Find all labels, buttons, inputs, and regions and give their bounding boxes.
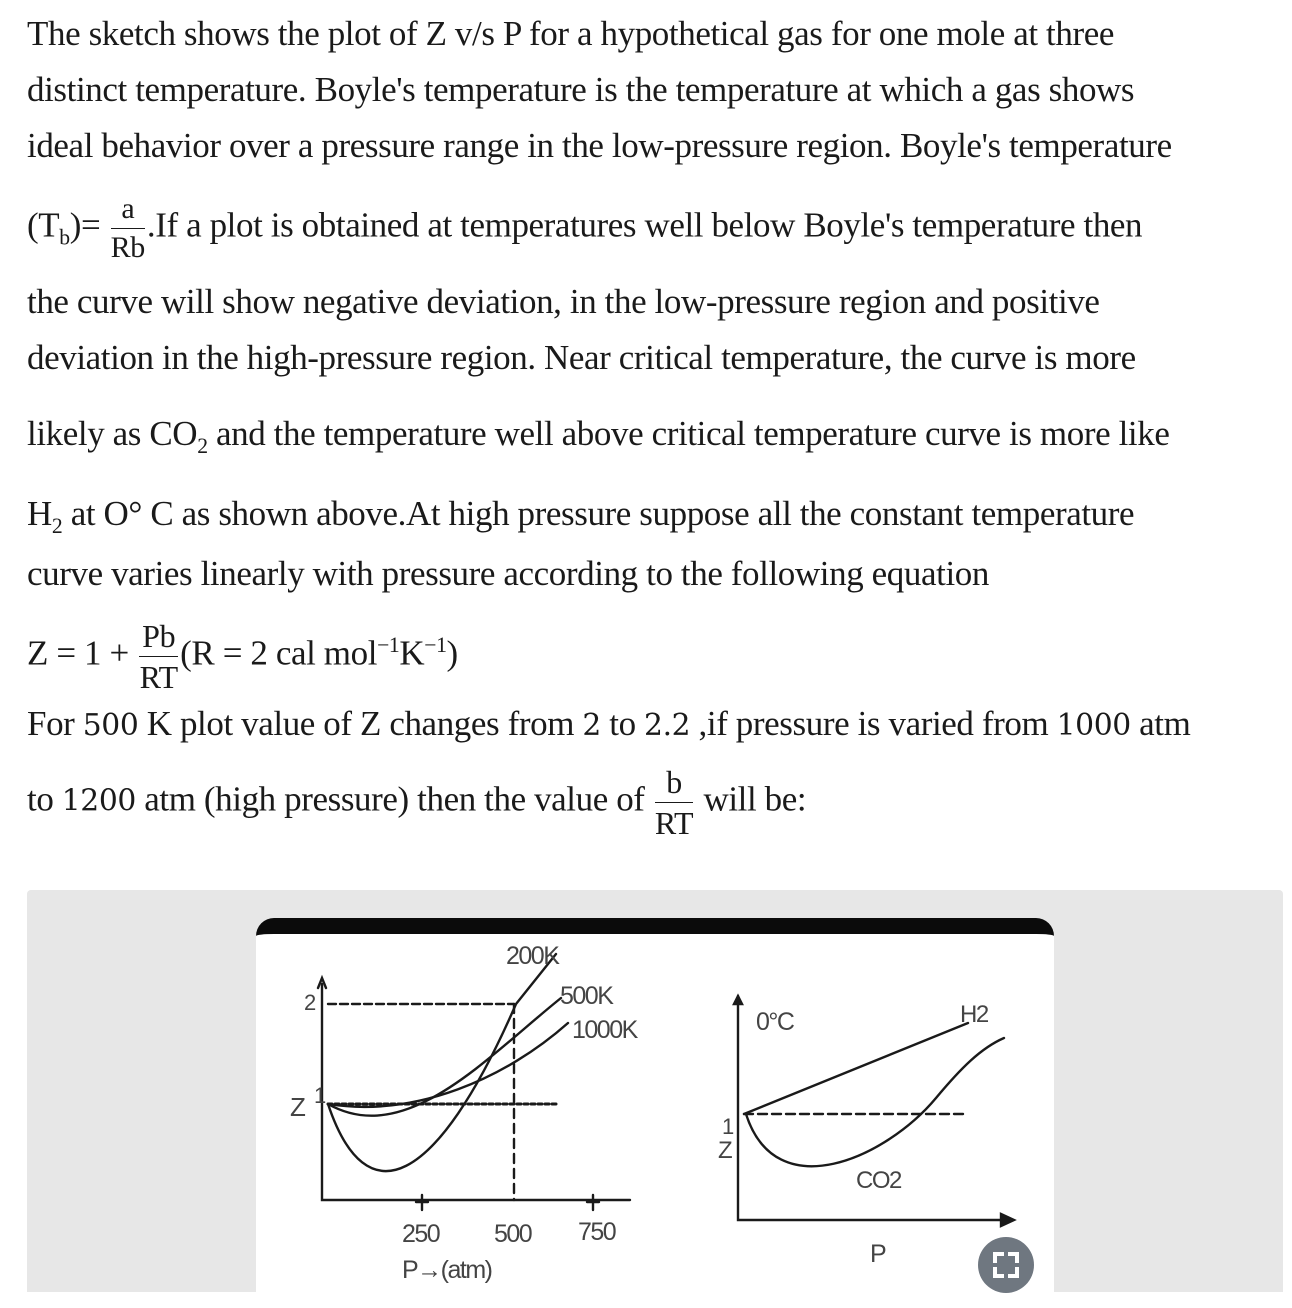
z-vs-p-sketch (256, 918, 1054, 1308)
expand-icon (992, 1251, 1020, 1279)
right-x-axis-label: P (870, 1240, 886, 1268)
label-1000K: 1000K (572, 1016, 637, 1044)
question-line: The sketch shows the plot of Z v/s P for a hypothetical gas for one mole at three (27, 14, 1114, 53)
boyle-temperature-formula: $(T_b)=$ $\frac{a}{Rb}$ .If a plot is obtained at temperatures well below Boyle's temperature then (27, 192, 1143, 264)
curve-CO2 (746, 1038, 1004, 1166)
question-line: ideal behavior over a pressure range in the low-pressure region. Boyle's temperature (27, 126, 1172, 165)
fraction-pb-over-rt: $\frac{Pb}{RT}$ (139, 618, 178, 695)
right-tick-label-1: 1 (722, 1114, 733, 1139)
question-line: the curve will show negative deviation, in the low-pressure region and positive (27, 282, 1100, 321)
label-H2: H2 (960, 1001, 988, 1028)
curve-1000K (328, 1023, 568, 1107)
left-x-axis-label: P→(atm) (402, 1256, 492, 1284)
expand-image-button[interactable] (978, 1237, 1034, 1293)
right-x-arrow (1001, 1214, 1014, 1226)
label-CO2: CO2 (856, 1167, 901, 1194)
fraction-b-over-rt: $\frac{b}{RT}$ (654, 764, 694, 841)
tick-250 (416, 1195, 428, 1210)
question-line: curve varies linearly with pressure according to the following equation (27, 554, 989, 593)
question-line: deviation in the high-pressure region. Near critical temperature, the curve is more (27, 338, 1136, 377)
question-line: likely as $CO_2$ and the temperature well above critical temperature curve is more like (27, 414, 1170, 458)
curve-200K (328, 954, 556, 1171)
tick-750 (587, 1195, 599, 1210)
right-y-arrow (734, 996, 742, 1004)
figure-card (256, 918, 1054, 1292)
question-line: distinct temperature. Boyle's temperature is the temperature at which a gas shows (27, 70, 1135, 109)
tick-label-1: 1 (314, 1083, 325, 1108)
x-tick-label-750: 750 (578, 1218, 616, 1246)
x-tick-label-500: 500 (494, 1220, 532, 1248)
question-line: For 500 K plot value of Z changes from 2 to 2.2 ,if pressure is varied from 1000 atm (27, 704, 1191, 743)
tick-label-2: 2 (304, 990, 315, 1015)
question-line: $H_2$ at O° C as shown above.At high pressure suppose all the constant temperature (27, 494, 1135, 538)
x-tick-label-250: 250 (402, 1220, 440, 1248)
left-y-axis-label: Z (290, 1092, 305, 1122)
curve-500K (328, 998, 561, 1116)
label-200K: 200K (506, 942, 559, 970)
fraction-a-over-rb: $\frac{a}{Rb}$ (110, 192, 145, 264)
right-y-axis-label: Z (718, 1137, 732, 1164)
question-line: to 1200 atm (high pressure) then the value of $\frac{b}{RT}$ will be: (27, 764, 807, 841)
label-0C: 0°C (756, 1008, 794, 1036)
compressibility-equation: Z = 1 + $\frac{Pb}{RT}$ (R = 2 cal $mol^{-1}K^{-1}$) (27, 618, 458, 695)
label-500K: 500K (560, 982, 613, 1010)
